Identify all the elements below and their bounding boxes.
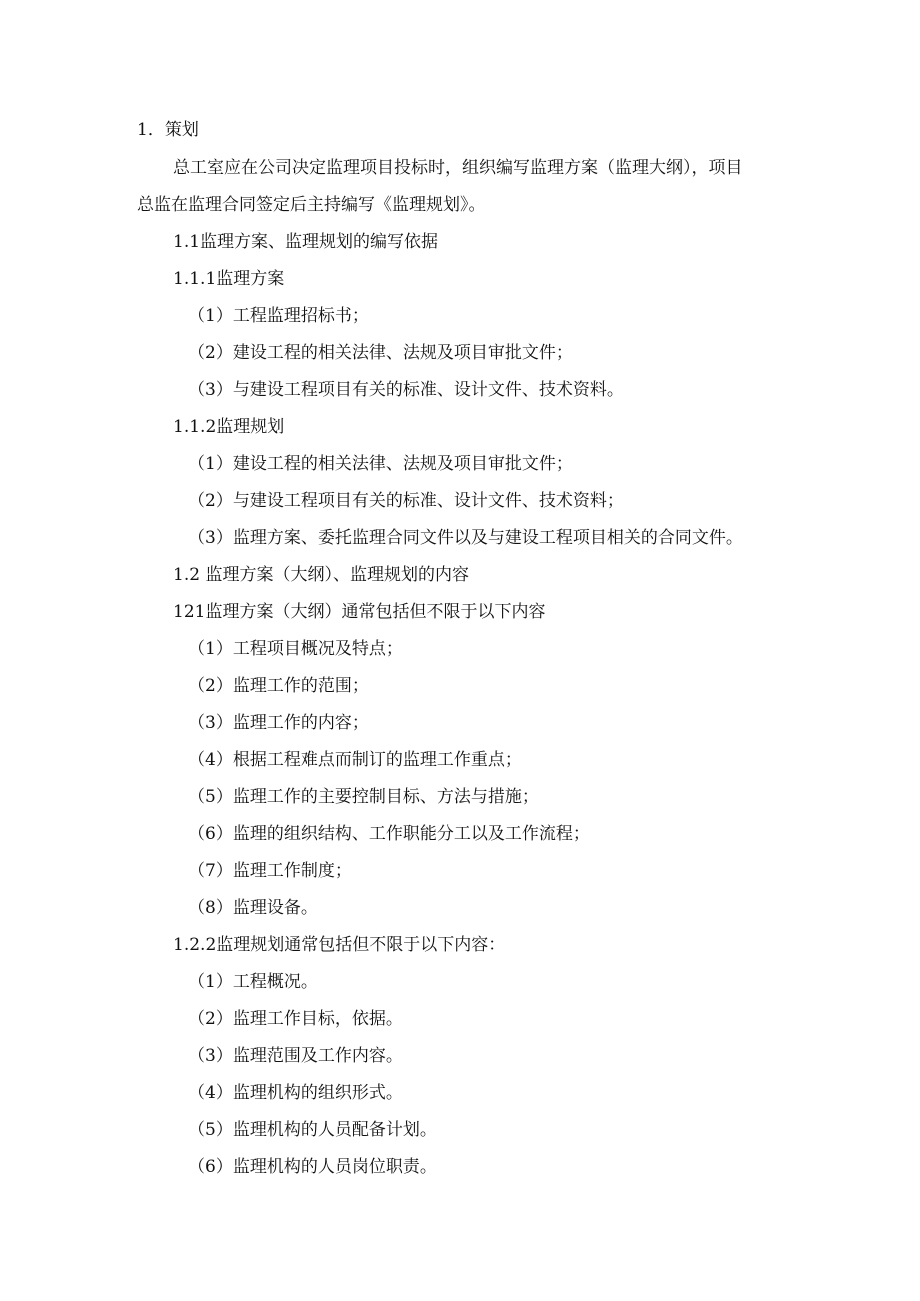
subsection-title-1-2-2: 1.2.2监理规划通常包括但不限于以下内容： [173, 935, 506, 955]
list-item: （1）工程监理招标书； [188, 306, 369, 326]
list-item: （1）工程概况。 [188, 972, 318, 992]
list-item: （2）监理工作的范围； [188, 676, 369, 696]
list-item: （3）监理范围及工作内容。 [188, 1046, 403, 1066]
subsection-title-1-1-2: 1.1.2监理规划 [173, 417, 285, 437]
subsection-title-1-2: 1.2 监理方案（大纲）、监理规划的内容 [173, 565, 469, 585]
subsection-title-1-1: 1.1监理方案、监理规划的编写依据 [173, 232, 439, 252]
list-item: （4）根据工程难点而制订的监理工作重点； [188, 750, 522, 770]
list-item: （6）监理机构的人员岗位职责。 [188, 1157, 437, 1177]
list-item: （2）监理工作目标，依据。 [188, 1009, 403, 1029]
list-item: （7）监理工作制度； [188, 861, 352, 881]
list-item: （2）建设工程的相关法律、法规及项目审批文件； [188, 343, 573, 363]
list-item: （1）建设工程的相关法律、法规及项目审批文件； [188, 454, 573, 474]
list-item: （5）监理机构的人员配备计划。 [188, 1120, 437, 1140]
intro-paragraph-line-1: 总工室应在公司决定监理项目投标时，组织编写监理方案（监理大纲），项目 [173, 158, 743, 178]
list-item: （1）工程项目概况及特点； [188, 639, 403, 659]
intro-paragraph-line-2: 总监在监理合同签定后主持编写《监理规划》。 [137, 195, 486, 215]
list-item: （8）监理设备。 [188, 898, 318, 918]
list-item: （4）监理机构的组织形式。 [188, 1083, 403, 1103]
list-item: （3）监理工作的内容； [188, 713, 369, 733]
list-item: （2）与建设工程项目有关的标准、设计文件、技术资料； [188, 491, 624, 511]
subsection-title-1-1-1: 1.1.1监理方案 [173, 269, 285, 289]
list-item: （3）与建设工程项目有关的标准、设计文件、技术资料。 [188, 380, 624, 400]
section-heading: 1．策划 [137, 120, 199, 140]
subsection-title-1-2-1: 121监理方案（大纲）通常包括但不限于以下内容 [173, 602, 546, 622]
list-item: （3）监理方案、委托监理合同文件以及与建设工程项目相关的合同文件。 [188, 528, 743, 548]
list-item: （6）监理的组织结构、工作职能分工以及工作流程； [188, 824, 590, 844]
list-item: （5）监理工作的主要控制目标、方法与措施； [188, 787, 539, 807]
